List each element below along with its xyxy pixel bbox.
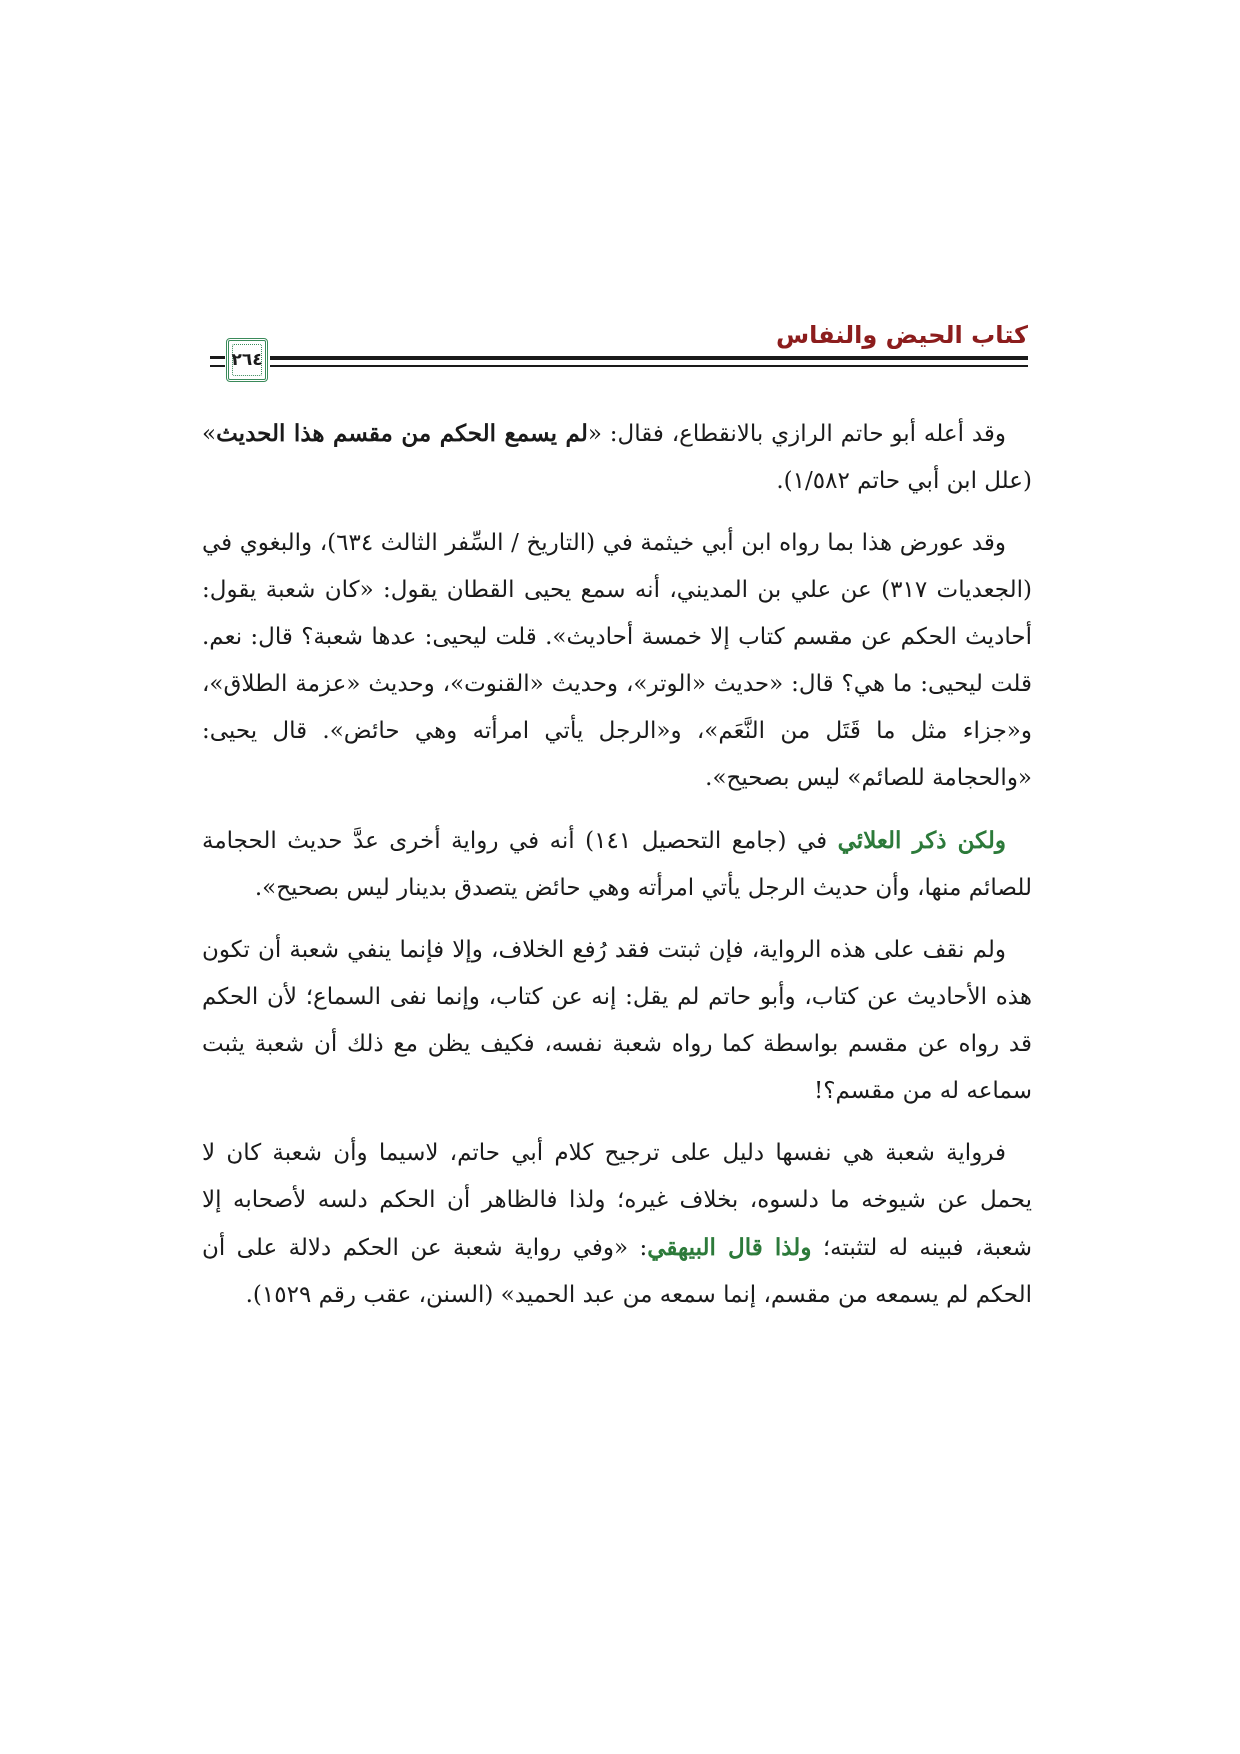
body-text: [202, 410, 1032, 1334]
book-title: كتاب الحيض والنفاس: [775, 321, 1028, 349]
header-rule-thin: [270, 365, 1028, 367]
paragraph-4: [202, 927, 1032, 1115]
quoted-bold-phrase: لم يسمع الحكم من مقسم هذا الحديث: [216, 420, 588, 447]
paragraph-2: [202, 520, 1032, 802]
paragraph-1-text: وقد أعله أبو حاتم الرازي بالانقطاع، فقال: «: [587, 421, 1006, 447]
paragraph-3: [202, 817, 1032, 912]
paragraph-5-text: فرواية شعبة هي نفسها دليل على ترجيح كلام أبي حاتم، لاسيما وأن شعبة كان لا يحمل عن شيوخه ما دلسوه، بخلاف غيره؛ ولذا فالظاهر أن الحكم دلسه لأصحابه إلا شعبة، فبينه له لتثبته؛: [202, 1140, 1032, 1261]
paragraph-4-text: ولم نقف على هذه الرواية، فإن ثبتت فقد رُفع الخلاف، وإلا فإنما ينفي شعبة أن تكون هذه الأحاديث عن كتاب، وأبو حاتم لم يقل: إنه عن كتاب، وإنما نفى السماع؛ لأن الحكم قد رواه عن مقسم بواسطة كما رواه شعبة نفسه، فكيف يظن مع ذلك أن شعبة يثبت سماعه له من مقسم؟!: [202, 937, 1032, 1104]
paragraph-5-quote: : «وفي رواية شعبة عن الحكم دلالة على أن الحكم لم يسمعه من مقسم، إنما سمعه من عبد الحميد» (السنن، عقب رقم ١٥٢٩).: [202, 1235, 1032, 1308]
paragraph-5: [202, 1130, 1032, 1319]
header-rule-thick: [270, 356, 1028, 360]
paragraph-1-citation: » (علل ابن أبي حاتم ١/٥٨٢).: [202, 421, 1032, 494]
header-rule-left-top: [210, 356, 225, 359]
header-rule-left-bottom: [210, 365, 225, 367]
paragraph-1: [202, 410, 1032, 505]
highlight-alalai: ولكن ذكر العلائي: [837, 827, 1006, 854]
page-number-frame: [226, 338, 268, 382]
paragraph-3-text: في (جامع التحصيل ١٤١) أنه في رواية أخرى عدَّ حديث الحجامة للصائم منها، وأن حديث الرجل يأتي امرأته وهي حائض يتصدق بدينار ليس بصحيح».: [202, 828, 1032, 901]
page-header: [210, 318, 1028, 390]
page-number: ٢٦٤: [231, 350, 263, 370]
highlight-bayhaqi: ولذا قال البيهقي: [647, 1234, 812, 1261]
paragraph-2-text: وقد عورض هذا بما رواه ابن أبي خيثمة في (التاريخ / السِّفر الثالث ٦٣٤)، والبغوي في (الجعديات ٣١٧) عن علي بن المديني، أنه سمع يحيى القطان يقول: «كان شعبة يقول: أحاديث الحكم عن مقسم كتاب إلا خمسة أحاديث». قلت ليحيى: عدها شعبة؟ قال: نعم. قلت ليحيى: ما هي؟ قال: «حديث «الوتر»، وحديث «القنوت»، وحديث «عزمة الطلاق»، و«جزاء مثل ما قَتَل من النَّعَم»، و«الرجل يأتي امرأته وهي حائض». قال يحيى: «والحجامة للصائم» ليس بصحيح».: [202, 530, 1033, 791]
